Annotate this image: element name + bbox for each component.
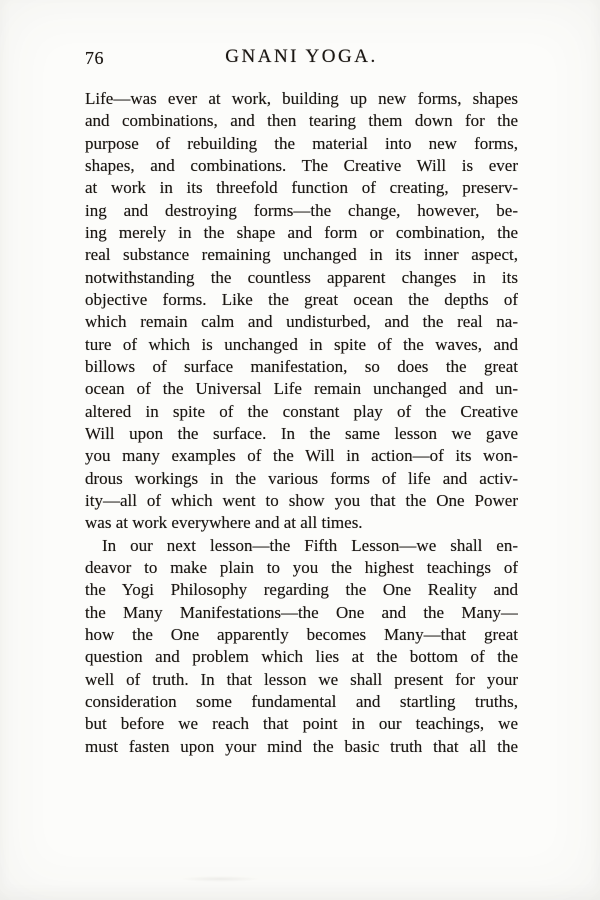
scan-smudge	[180, 876, 260, 882]
text-line: how the One apparently becomes Many—that great	[85, 624, 518, 644]
text-line: ing merely in the shape and form or combination, the	[85, 222, 518, 242]
text-line: ing and destroying forms—the change, however, be-	[85, 200, 518, 220]
text-line: shapes, and combinations. The Creative Will is ever	[85, 155, 518, 175]
text-line: was at work everywhere and at all times.	[85, 513, 363, 533]
page-header	[85, 46, 518, 70]
text-line: purpose of rebuilding the material into new forms,	[85, 133, 518, 153]
text-line: In our next lesson—the Fifth Lesson—we shall en-	[102, 535, 518, 555]
text-line: the Many Manifestations—the One and the Many—	[85, 602, 518, 622]
text-line: the Yogi Philosophy regarding the One Reality and	[85, 580, 518, 600]
text-line: Will upon the surface. In the same lesson we gave	[85, 423, 518, 443]
text-line: but before we reach that point in our teachings, we	[85, 714, 518, 734]
text-line: notwithstanding the countless apparent changes in its	[85, 267, 518, 287]
page-number: 76	[85, 48, 104, 68]
text-line: well of truth. In that lesson we shall present for your	[85, 669, 518, 689]
page-text	[85, 88, 518, 758]
text-line: which remain calm and undisturbed, and the real na-	[85, 312, 518, 332]
text-line: at work in its threefold function of creating, preserv-	[85, 178, 518, 198]
text-line: real substance remaining unchanged in its inner aspect,	[85, 245, 518, 265]
text-line: Life—was ever at work, building up new forms, shapes	[85, 89, 518, 108]
text-line: consideration some fundamental and startling truths,	[85, 691, 518, 711]
text-line: you many examples of the Will in action—of its won-	[85, 446, 518, 466]
running-title: GNANI YOGA.	[225, 46, 378, 67]
text-line: must fasten upon your mind the basic truth that all the	[85, 736, 518, 756]
text-line: objective forms. Like the great ocean the depths of	[85, 289, 518, 309]
paragraph	[85, 88, 518, 535]
paragraph	[85, 535, 518, 758]
text-line: question and problem which lies at the bottom of the	[85, 647, 518, 667]
text-line: altered in spite of the constant play of the Creative	[85, 401, 518, 421]
text-line: ocean of the Universal Life remain unchanged and un-	[85, 379, 518, 399]
text-line: billows of surface manifestation, so does the great	[85, 356, 518, 376]
text-line: and combinations, and then tearing them down for the	[85, 111, 518, 131]
text-line: drous workings in the various forms of life and activ-	[85, 468, 518, 488]
text-line: ture of which is unchanged in spite of the waves, and	[85, 334, 518, 354]
text-line: deavor to make plain to you the highest teachings of	[85, 557, 518, 577]
text-line: ity—all of which went to show you that the One Power	[85, 490, 518, 510]
